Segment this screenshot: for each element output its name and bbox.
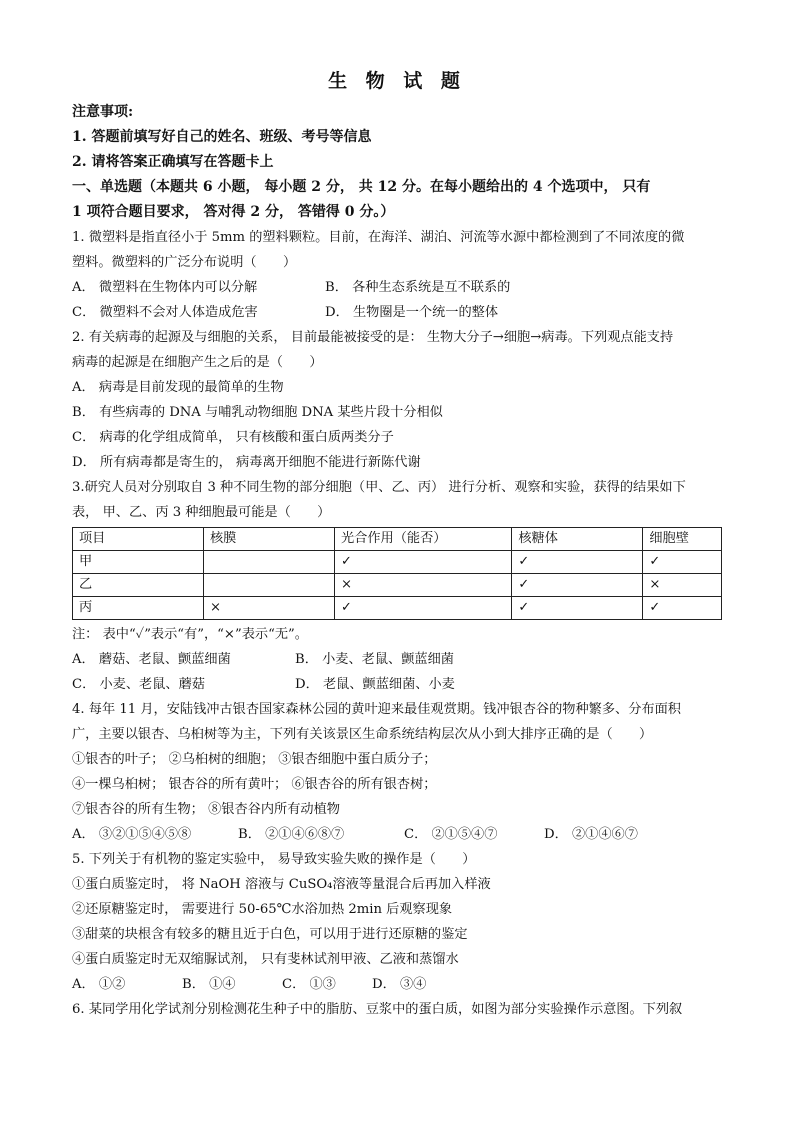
question-2-stem: 2. 有关病毒的起源及与细胞的关系， 目前最能被接受的是： 生物大分子→细胞→病毒。下列观点能支持	[72, 330, 674, 345]
page-title: 生 物 试 题	[328, 70, 466, 92]
option-c: C． 小麦、老鼠、蘑菇	[72, 677, 205, 692]
option-d: D． ②①④⑥⑦	[544, 827, 638, 842]
table-cell	[204, 551, 335, 574]
question-1-stem: 1. 微塑料是指直径小于 5mm 的塑料颗粒。目前，在海洋、湖泊、河流等水源中都检测到了不同浓度的微	[72, 230, 685, 245]
question-1-options-row	[72, 275, 722, 300]
option-a: A． ①②	[72, 977, 126, 992]
table-header-row	[73, 528, 722, 551]
table-cell: 甲	[73, 551, 204, 574]
question-3-options-row	[72, 647, 722, 672]
table-cell: ✓	[643, 551, 722, 574]
question-5-items: ④蛋白质鉴定时无双缩脲试剂， 只有斐林试剂甲液、乙液和蒸馏水	[72, 952, 459, 967]
question-3-options-row	[72, 672, 722, 697]
question-4-options-row	[72, 822, 722, 847]
option-d: D． 所有病毒都是寄生的， 病毒离开细胞不能进行新陈代谢	[72, 455, 421, 470]
table-cell	[204, 574, 335, 597]
question-2-stem-cont: 病毒的起源是在细胞产生之后的是（ ）	[72, 355, 323, 370]
question-4-items: ④一棵乌桕树； 银杏谷的所有黄叶； ⑥银杏谷的所有银杏树；	[72, 777, 437, 792]
table-header-cell: 项目	[73, 528, 204, 551]
exam-page	[72, 66, 722, 1022]
question-3-stem-cont: 表， 甲、乙、丙 3 种细胞最可能是（ ）	[72, 505, 331, 520]
question-1-stem-cont: 塑料。微塑料的广泛分布说明（ ）	[72, 255, 297, 270]
option-a: A． 微塑料在生物体内可以分解	[72, 280, 258, 295]
table-row	[73, 574, 722, 597]
table-cell: 乙	[73, 574, 204, 597]
table-header-cell: 细胞壁	[643, 528, 722, 551]
section-heading-cont: 1 项符合题目要求， 答对得 2 分， 答错得 0 分。）	[72, 204, 395, 220]
notice-item: 1. 答题前填写好自己的姓名、班级、考号等信息	[72, 129, 372, 145]
option-c: C． ①③	[282, 977, 336, 992]
table-row	[73, 551, 722, 574]
option-a: A． ③②①⑤④⑤⑧	[72, 827, 192, 842]
question-5-options-row	[72, 972, 722, 997]
option-a: A． 病毒是目前发现的最简单的生物	[72, 380, 284, 395]
table-cell: ✓	[512, 597, 643, 620]
table-cell: ×	[643, 574, 722, 597]
cell-comparison-table	[72, 527, 722, 620]
question-5-items: ②还原糖鉴定时， 需要进行 50-65℃水浴加热 2min 后观察现象	[72, 902, 453, 917]
table-cell: 丙	[73, 597, 204, 620]
option-d: D． ③④	[372, 977, 427, 992]
table-cell: ×	[335, 574, 512, 597]
question-4-stem-cont: 广，主要以银杏、乌桕树等为主，下列有关该景区生命系统结构层次从小到大排序正确的是（ ）	[72, 727, 653, 742]
table-cell: ×	[204, 597, 335, 620]
table-row	[73, 597, 722, 620]
question-5-items: ①蛋白质鉴定时， 将 NaOH 溶液与 CuSO₄溶液等量混合后再加入样液	[72, 877, 491, 892]
table-cell: ✓	[335, 551, 512, 574]
option-a: A． 蘑菇、老鼠、颤蓝细菌	[72, 652, 231, 667]
table-cell: ✓	[335, 597, 512, 620]
option-b: B． 小麦、老鼠、颤蓝细菌	[295, 652, 454, 667]
question-4-stem: 4. 每年 11 月，安陆钱冲古银杏国家森林公园的黄叶迎来最佳观赏期。钱冲银杏谷的物种繁多、分布面积	[72, 702, 681, 717]
option-c: C． ②①⑤④⑦	[404, 827, 498, 842]
table-header-cell: 核糖体	[512, 528, 643, 551]
notice-heading: 注意事项:	[72, 104, 134, 120]
option-b: B． ①④	[182, 977, 236, 992]
table-cell: ✓	[512, 551, 643, 574]
option-d: D． 老鼠、颤蓝细菌、小麦	[295, 677, 455, 692]
notice-item: 2. 请将答案正确填写在答题卡上	[72, 154, 274, 170]
option-c: C． 病毒的化学组成简单， 只有核酸和蛋白质两类分子	[72, 430, 394, 445]
table-header-cell: 核膜	[204, 528, 335, 551]
option-b: B． 各种生态系统是互不联系的	[325, 280, 511, 295]
table-cell: ✓	[643, 597, 722, 620]
question-6-stem: 6. 某同学用化学试剂分别检测花生种子中的脂肪、豆浆中的蛋白质，如图为部分实验操作示意图。下列叙	[72, 1002, 683, 1017]
option-b: B． 有些病毒的 DNA 与哺乳动物细胞 DNA 某些片段十分相似	[72, 405, 443, 420]
table-cell: ✓	[512, 574, 643, 597]
option-b: B． ②①④⑥⑧⑦	[238, 827, 345, 842]
question-5-items: ③甜菜的块根含有较多的糖且近于白色，可以用于进行还原糖的鉴定	[72, 927, 468, 942]
section-heading: 一、单选题（本题共 6 小题， 每小题 2 分， 共 12 分。在每小题给出的 4 个选项中， 只有	[72, 179, 651, 195]
question-5-stem: 5. 下列关于有机物的鉴定实验中， 易导致实验失败的操作是（ ）	[72, 852, 476, 867]
question-3-stem: 3.研究人员对分别取自 3 种不同生物的部分细胞（甲、乙、丙） 进行分析、观察和实验，获得的结果如下	[72, 480, 686, 495]
question-4-items: ⑦银杏谷的所有生物； ⑧银杏谷内所有动植物	[72, 802, 340, 817]
option-d: D． 生物圈是一个统一的整体	[325, 305, 499, 320]
table-header-cell: 光合作用（能否）	[335, 528, 512, 551]
question-4-items: ①银杏的叶子； ②乌桕树的细胞； ③银杏细胞中蛋白质分子；	[72, 752, 437, 767]
option-c: C． 微塑料不会对人体造成危害	[72, 305, 258, 320]
question-1-options-row	[72, 300, 722, 325]
table-note: 注： 表中“✓”表示“有”，“×”表示“无”。	[72, 627, 308, 642]
